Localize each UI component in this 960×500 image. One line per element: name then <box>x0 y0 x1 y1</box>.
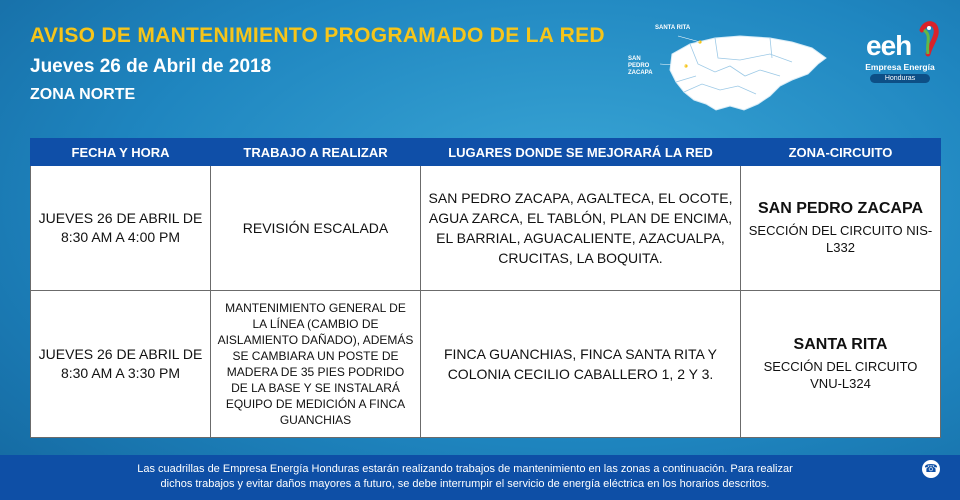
zone-circuit: SECCIÓN DEL CIRCUITO VNU-L324 <box>763 359 918 391</box>
cell-date: JUEVES 26 DE ABRIL DE 8:30 AM A 3:30 PM <box>31 291 211 438</box>
notice-title: AVISO DE MANTENIMIENTO PROGRAMADO DE LA RED <box>30 24 605 47</box>
table-row <box>31 291 941 438</box>
logo-country: Honduras <box>870 74 930 83</box>
eeh-logo-text: eeh <box>866 30 912 61</box>
zone-name: SANTA RITA <box>793 336 888 353</box>
cell-places: SAN PEDRO ZACAPA, AGALTECA, EL OCOTE, AGUA ZARCA, EL TABLÓN, PLAN DE ENCIMA, EL BARRIAL, AGUACALIENTE, AZACUALPA, CRUCITAS, LA BOQUITA. <box>421 166 741 291</box>
header-places: LUGARES DONDE SE MEJORARÁ LA RED <box>421 139 741 166</box>
logo-company: Empresa Energía <box>865 62 935 72</box>
cell-work: REVISIÓN ESCALADA <box>211 166 421 291</box>
map-label-san-pedro: SAN PEDRO ZACAPA <box>628 56 653 76</box>
cell-zone <box>741 291 941 438</box>
footer-text: Las cuadrillas de Empresa Energía Honduras estarán realizando trabajos de mantenimiento en las zonas a continuación. Para realizar dichos trabajos y evitar daños mayores a futuro, se debe interrumpir el servicio de energía eléctrica en los horarios descritos. <box>137 463 793 490</box>
zone-name: SAN PEDRO ZACAPA <box>757 200 924 217</box>
maintenance-table <box>30 138 941 438</box>
map-label-santa-rita: SANTA RITA <box>655 25 691 31</box>
header-work: TRABAJO A REALIZAR <box>211 139 421 166</box>
cell-date: JUEVES 26 DE ABRIL DE 8:30 AM A 4:00 PM <box>31 166 211 291</box>
cell-zone <box>741 166 941 291</box>
notice-date: Jueves 26 de Abril de 2018 <box>30 56 272 77</box>
header-date: FECHA Y HORA <box>31 139 211 166</box>
cell-work: MANTENIMIENTO GENERAL DE LA LÍNEA (CAMBIO DE AISLAMIENTO DAÑADO), ADEMÁS SE CAMBIARA UN POSTE DE MADERA DE 35 PIES PODRIDO DE LA BASE Y SE INSTALARÁ EQUIPO DE MEDICIÓN A FINCA GUANCHIAS <box>211 291 421 438</box>
table-row <box>31 166 941 291</box>
table-header-row <box>31 139 941 166</box>
notice-zone: ZONA NORTE <box>30 86 136 103</box>
cell-places: FINCA GUANCHIAS, FINCA SANTA RITA Y COLONIA CECILIO CABALLERO 1, 2 Y 3. <box>421 291 741 438</box>
phone-icon: ☎ <box>922 460 940 478</box>
zone-circuit: SECCIÓN DEL CIRCUITO NIS-L332 <box>748 223 933 255</box>
header-zone: ZONA-CIRCUITO <box>741 139 941 166</box>
